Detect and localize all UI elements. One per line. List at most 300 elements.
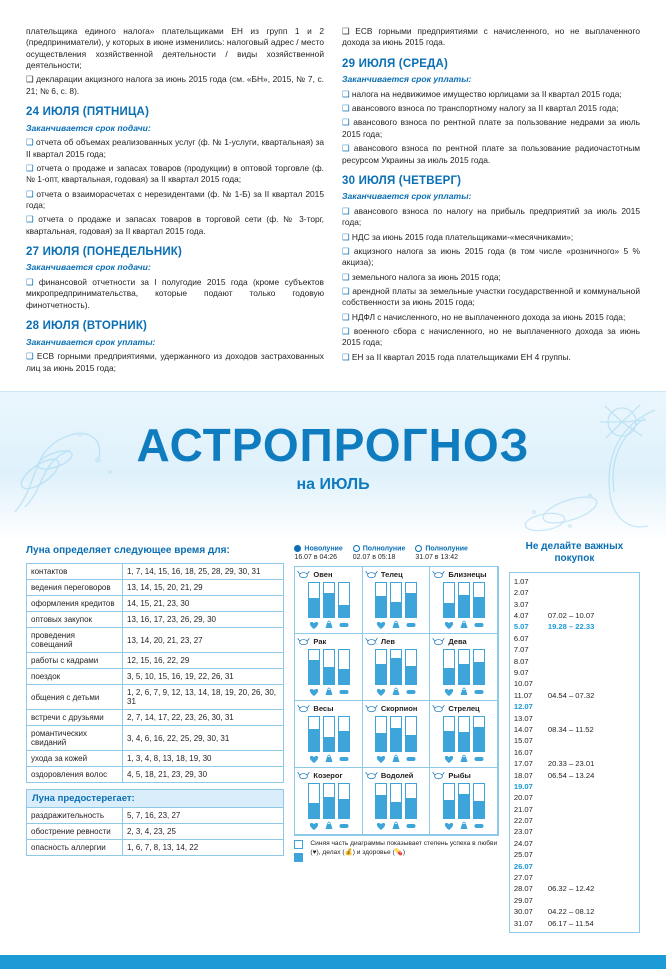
money-bag-icon [458, 754, 470, 764]
zodiac-bars [432, 649, 494, 685]
money-bag-icon [390, 620, 402, 630]
moon-phase-icon [415, 545, 422, 552]
zodiac-cell [294, 633, 362, 701]
zodiac-bar [458, 582, 470, 618]
moon-phases [294, 545, 498, 562]
purchase-range: 07.02 – 10.07 [547, 611, 595, 621]
zodiac-bar [375, 649, 387, 685]
list-item [514, 667, 635, 678]
zodiac-name-row [365, 569, 427, 580]
pill-icon [473, 754, 485, 764]
zodiac-name: Дева [448, 636, 467, 646]
zodiac-category-icons [365, 620, 427, 630]
row-days: 13, 14, 20, 21, 23, 27 [123, 628, 284, 653]
purchases-list [509, 572, 640, 933]
zodiac-cell [362, 633, 430, 701]
moon-warn-header: Луна предостерегает: [26, 789, 284, 807]
zodiac-grid [294, 566, 498, 836]
zodiac-bar [405, 649, 417, 685]
calendar-list-item: ❑ авансового взноса по транспортному налогу за II квартал 2015 года; [342, 103, 619, 114]
calendar-list-item: ❑ военного сбора с начисленного, но не выплаченного дохода за июнь 2015 года; [342, 326, 640, 348]
zodiac-cell [429, 633, 497, 701]
calendar-list-item: ❑ налога на недвижимое имущество юрлицами за II квартал 2015 года; [342, 88, 622, 99]
table-row [27, 669, 284, 685]
purchase-day: 23.07 [513, 827, 533, 837]
row-days: 12, 15, 16, 22, 29 [123, 653, 284, 669]
zodiac-name-row [432, 569, 494, 580]
heart-icon [308, 821, 320, 831]
heart-icon [375, 821, 387, 831]
purchase-range: 06.54 – 13.24 [547, 770, 595, 780]
purchase-day: 20.07 [513, 793, 533, 803]
zodiac-name: Стрелец [448, 703, 480, 713]
row-label: раздражительность [27, 808, 123, 824]
libra-icon [297, 703, 310, 714]
calendar-date-heading: 24 ИЮЛЯ (ПЯТНИЦА) [26, 106, 150, 119]
zodiac-bar [323, 649, 335, 685]
list-item [514, 644, 635, 655]
purchase-day: 5.07 [513, 622, 529, 632]
zodiac-bar [443, 582, 455, 618]
list-item [514, 781, 635, 792]
table-row [27, 628, 284, 653]
purchase-day: 13.07 [513, 713, 533, 723]
list-item [514, 804, 635, 815]
row-label: романтических свиданий [27, 726, 123, 751]
moon-lead: Луна определяет следующее время для: [26, 544, 230, 556]
zodiac-cell [362, 700, 430, 768]
purchase-day: 3.07 [513, 599, 529, 609]
legend-filled-swatch [294, 853, 303, 862]
zodiac-name: Рак [313, 636, 327, 646]
list-item [514, 826, 635, 837]
list-item [514, 621, 635, 632]
list-item [514, 747, 635, 758]
table-row [27, 685, 284, 710]
row-days: 4, 5, 18, 21, 23, 29, 30 [123, 767, 284, 783]
purchase-day: 21.07 [513, 804, 533, 814]
calendar-section [0, 0, 666, 385]
zodiac-name: Овен [313, 569, 333, 579]
zodiac-category-icons [297, 821, 359, 831]
purchase-range: 20.33 – 23.01 [547, 759, 595, 769]
zodiac-bar [338, 716, 350, 752]
money-bag-icon [323, 821, 335, 831]
zodiac-bars [365, 716, 427, 752]
zodiac-bar [458, 716, 470, 752]
row-days: 5, 7, 16, 23, 27 [123, 808, 284, 824]
purchase-day: 17.07 [513, 759, 533, 769]
leo-icon [365, 636, 378, 647]
heart-icon [443, 687, 455, 697]
zodiac-name-row [432, 703, 494, 714]
list-item [514, 872, 635, 883]
zodiac-bar [405, 716, 417, 752]
row-days: 1, 7, 14, 15, 16, 18, 25, 28, 29, 30, 31 [123, 564, 284, 580]
zodiac-bar [473, 783, 485, 819]
row-label: работы с кадрами [27, 653, 123, 669]
table-row [27, 751, 284, 767]
list-item [514, 815, 635, 826]
calendar-subheading: Заканчивается срок уплаты: [342, 191, 472, 202]
zodiac-name-row [365, 770, 427, 781]
pill-icon [405, 687, 417, 697]
virgo-icon [432, 636, 445, 647]
calendar-date-heading: 28 ИЮЛЯ (ВТОРНИК) [26, 320, 148, 333]
page-title: АСТРОПРОГНОЗ [136, 418, 530, 471]
zodiac-bar [323, 582, 335, 618]
calendar-list-item: ❑ земельного налога за июнь 2015 года; [342, 271, 501, 282]
table-row [27, 564, 284, 580]
calendar-list-item: ❑ арендной платы за земельные участки государственной и коммунальной собственности за июнь 2015 года; [342, 286, 640, 308]
purchase-range: 04.54 – 07.32 [547, 690, 595, 700]
moon-good-days-table [26, 563, 284, 783]
zodiac-cell [294, 767, 362, 835]
sagittarius-icon [432, 703, 445, 714]
calendar-subheading: Заканчивается срок подачи: [26, 262, 151, 273]
row-days: 1, 3, 4, 8, 13, 18, 19, 30 [123, 751, 284, 767]
zodiac-cell [429, 700, 497, 768]
list-item [514, 735, 635, 746]
row-label: поездок [27, 669, 123, 685]
purchase-day: 18.07 [513, 770, 533, 780]
purchase-day: 28.07 [513, 884, 533, 894]
heart-icon [443, 620, 455, 630]
zodiac-bar [473, 716, 485, 752]
zodiac-category-icons [432, 620, 494, 630]
table-row [27, 710, 284, 726]
money-bag-icon [390, 754, 402, 764]
row-label: контактов [27, 564, 123, 580]
calendar-paragraph: ❑ декларации акцизного налога за июнь 2015 года (см. «БН», 2015, № 7, с. 21; № 6, с. 8). [26, 74, 324, 96]
heart-icon [375, 620, 387, 630]
zodiac-bar [390, 649, 402, 685]
purchase-day: 30.07 [513, 907, 533, 917]
calendar-list-item: ❑ акцизного налога за июнь 2015 года (в том числе «розничного» 5 % акциза); [342, 246, 640, 268]
heart-icon [443, 754, 455, 764]
zodiac-category-icons [365, 754, 427, 764]
table-row [27, 767, 284, 783]
zodiac-cell [429, 566, 497, 634]
zodiac-bar [308, 582, 320, 618]
calendar-list-item: ❑ НДФЛ с начисленного, но не выплаченного дохода за июнь 2015 года; [342, 311, 626, 322]
taurus-icon [365, 569, 378, 580]
list-item [514, 656, 635, 667]
list-item [514, 895, 635, 906]
table-row [27, 612, 284, 628]
pill-icon [405, 821, 417, 831]
row-label: ведения переговоров [27, 580, 123, 596]
list-item [514, 610, 635, 621]
pisces-icon [432, 770, 445, 781]
purchase-day: 11.07 [513, 690, 533, 700]
zodiac-bar [458, 783, 470, 819]
moon-phase-time: 16.07 в 04:26 [294, 553, 338, 561]
calendar-list-item: ❑ отчета об объемах реализованных услуг (ф. № 1-услуги, квартальная) за II квартал 2015 года; [26, 137, 324, 159]
row-label: оптовых закупок [27, 612, 123, 628]
purchase-day: 8.07 [513, 656, 529, 666]
calendar-paragraph: ❑ ЕСВ горными предприятиями с начисленного, но не выплаченного дохода за июнь 2015 года. [342, 26, 640, 48]
purchase-day: 10.07 [513, 679, 533, 689]
moon-phase: Полнолуние 31.07 в 13:42 [415, 545, 468, 561]
calendar-column-left [26, 26, 324, 377]
zodiac-bar [443, 783, 455, 819]
calendar-list-item: ❑ финансовой отчетности за I полугодие 2015 года (кроме субъектов микропредпринимательства, которые подают только годовую финотчетность). [26, 277, 325, 310]
zodiac-bar [390, 582, 402, 618]
zodiac-category-icons [297, 754, 359, 764]
purchase-day: 15.07 [513, 736, 533, 746]
purchase-day: 26.07 [513, 861, 533, 871]
zodiac-bar [308, 716, 320, 752]
calendar-list-item: ❑ ЕН за II квартал 2015 года плательщиками ЕН 4 группы. [342, 351, 571, 362]
cancer-icon [297, 636, 310, 647]
money-bag-icon [323, 687, 335, 697]
calendar-date-heading: 29 ИЮЛЯ (СРЕДА) [342, 57, 449, 70]
heart-icon [375, 754, 387, 764]
money-bag-icon [458, 821, 470, 831]
pill-icon [405, 620, 417, 630]
zodiac-bars [432, 783, 494, 819]
purchase-range: 19.28 – 22.33 [547, 622, 595, 632]
moon-phase-time: 02.07 в 05:18 [352, 553, 396, 561]
zodiac-name-row [297, 569, 359, 580]
calendar-subheading: Заканчивается срок подачи: [26, 122, 151, 133]
calendar-date-heading: 27 ИЮЛЯ (ПОНЕДЕЛЬНИК) [26, 245, 183, 258]
zodiac-bar [458, 649, 470, 685]
astro-banner [0, 391, 666, 541]
row-days: 1, 6, 7, 8, 13, 14, 22 [123, 840, 284, 856]
purchase-day: 2.07 [513, 588, 529, 598]
purchase-day: 24.07 [513, 838, 533, 848]
pill-icon [473, 821, 485, 831]
zodiac-category-icons [432, 754, 494, 764]
table-row [27, 653, 284, 669]
list-item [514, 633, 635, 644]
scorpio-icon [365, 703, 378, 714]
zodiac-bars [432, 582, 494, 618]
calendar-list-item: ❑ отчета о взаиморасчетах с нерезидентами (ф. № 1-Б) за II квартал 2015 года; [26, 188, 324, 210]
calendar-list-item: ❑ отчета о продаже и запасах товаров в торговой сети (ф. № 3-торг, квартальная, годовая) за II квартал 2015 года. [26, 214, 325, 236]
calendar-list-item: ❑ авансового взноса по рентной плате за пользование недрами за июль 2015 года; [342, 117, 640, 139]
zodiac-bars [432, 716, 494, 752]
purchase-range: 06.32 – 12.42 [547, 884, 595, 894]
zodiac-name-row [365, 636, 427, 647]
astro-section [0, 541, 666, 933]
money-bag-icon [390, 821, 402, 831]
zodiac-section [294, 541, 498, 933]
zodiac-name-row [365, 703, 427, 714]
row-days: 13, 16, 17, 23, 26, 29, 30 [123, 612, 284, 628]
calendar-list-item: ❑ отчета о продаже и запасах товаров (продукции) в оптовой торговле (ф. № 1-опт, квартальная, годовая) за II квартал 2015 года; [26, 162, 324, 185]
purchase-day: 9.07 [513, 667, 529, 677]
list-item [514, 906, 635, 917]
purchase-day: 31.07 [513, 918, 533, 928]
list-item [514, 770, 635, 781]
table-row [27, 808, 284, 824]
list-item [514, 838, 635, 849]
calendar-column-right [342, 26, 640, 377]
zodiac-name: Скорпион [380, 703, 418, 713]
zodiac-name-row [432, 636, 494, 647]
calendar-date-heading: 30 ИЮЛЯ (ЧЕТВЕРГ) [342, 174, 462, 187]
zodiac-bar [338, 783, 350, 819]
list-item [514, 861, 635, 872]
row-days: 3, 5, 10, 15, 16, 19, 22, 26, 31 [123, 669, 284, 685]
list-item [514, 576, 635, 587]
aquarius-icon [365, 770, 378, 781]
money-bag-icon [458, 687, 470, 697]
zodiac-category-icons [297, 620, 359, 630]
row-days: 3, 4, 6, 16, 22, 25, 29, 30, 31 [123, 726, 284, 751]
zodiac-bar [308, 649, 320, 685]
zodiac-bar [405, 582, 417, 618]
calendar-list-item: ❑ ЕСВ горными предприятиями, удержанного из доходов застрахованных лиц за июнь 2015 года; [26, 351, 324, 373]
purchase-day: 14.07 [513, 724, 533, 734]
row-days: 1, 2, 6, 7, 9, 12, 13, 14, 18, 19, 20, 26, 30, 31 [123, 685, 284, 710]
list-item [514, 713, 635, 724]
money-bag-icon [323, 754, 335, 764]
purchase-day: 27.07 [513, 873, 533, 883]
table-row [27, 840, 284, 856]
zodiac-legend [294, 840, 498, 866]
pill-icon [473, 620, 485, 630]
legend-text: Синяя часть диаграммы показывает степень успеха в любви (♥), делах (💰) и здоровье (💊) [310, 839, 498, 856]
page-subtitle: на ИЮЛЬ [296, 475, 370, 493]
zodiac-bar [390, 783, 402, 819]
zodiac-name-row [297, 770, 359, 781]
moon-warning-table [26, 807, 284, 856]
row-label: оздоровления волос [27, 767, 123, 783]
pill-icon [338, 620, 350, 630]
zodiac-category-icons [432, 687, 494, 697]
row-days: 13, 14, 15, 20, 21, 29 [123, 580, 284, 596]
list-item [514, 883, 635, 894]
table-row [27, 580, 284, 596]
calendar-subheading: Заканчивается срок уплаты: [26, 336, 156, 347]
list-item [514, 724, 635, 735]
calendar-list-item: ❑ НДС за июнь 2015 года плательщиками-«месячниками»; [342, 231, 574, 242]
list-item [514, 678, 635, 689]
moon-phase-icon [294, 545, 301, 552]
list-item [514, 690, 635, 701]
purchase-range: 04.22 – 08.12 [547, 907, 595, 917]
moon-phase: Новолуние 16.07 в 04:26 [294, 545, 343, 561]
zodiac-bars [297, 582, 359, 618]
zodiac-name-row [297, 636, 359, 647]
zodiac-bar [443, 716, 455, 752]
list-item [514, 758, 635, 769]
purchase-day: 6.07 [513, 633, 529, 643]
table-row [27, 726, 284, 751]
row-days: 2, 7, 14, 17, 22, 23, 26, 30, 31 [123, 710, 284, 726]
list-item [514, 918, 635, 929]
zodiac-name-row [297, 703, 359, 714]
calendar-subheading: Заканчивается срок уплаты: [342, 74, 472, 85]
zodiac-bar [405, 783, 417, 819]
row-label: общения с детьми [27, 685, 123, 710]
zodiac-bars [365, 582, 427, 618]
zodiac-bar [338, 649, 350, 685]
row-days: 2, 3, 4, 23, 25 [123, 824, 284, 840]
zodiac-bar [323, 716, 335, 752]
zodiac-name: Весы [313, 703, 334, 713]
zodiac-bar [308, 783, 320, 819]
aries-icon [297, 569, 310, 580]
pill-icon [338, 754, 350, 764]
zodiac-bars [297, 649, 359, 685]
money-bag-icon [390, 687, 402, 697]
heart-icon [308, 620, 320, 630]
zodiac-bars [365, 783, 427, 819]
legend-swatches [294, 840, 306, 866]
zodiac-cell [362, 566, 430, 634]
zodiac-bar [375, 783, 387, 819]
list-item [514, 792, 635, 803]
row-label: обострение ревности [27, 824, 123, 840]
footer-bar [0, 955, 666, 969]
zodiac-name: Рыбы [448, 770, 471, 780]
purchase-day: 29.07 [513, 895, 533, 905]
purchase-day: 25.07 [513, 850, 533, 860]
list-item [514, 599, 635, 610]
row-label: проведения совещаний [27, 628, 123, 653]
zodiac-name: Козерог [313, 770, 343, 780]
gemini-icon [432, 569, 445, 580]
zodiac-cell [429, 767, 497, 835]
pill-icon [338, 687, 350, 697]
pill-icon [338, 821, 350, 831]
zodiac-bars [297, 783, 359, 819]
purchase-range: 08.34 – 11.52 [547, 724, 594, 734]
zodiac-category-icons [365, 687, 427, 697]
calendar-list-item: ❑ авансового взноса по рентной плате за пользование радиочастотным ресурсом Украины за июль 2015 года. [342, 143, 641, 165]
zodiac-bars [365, 649, 427, 685]
row-label: ухода за кожей [27, 751, 123, 767]
zodiac-cell [294, 566, 362, 634]
zodiac-cell [294, 700, 362, 768]
calendar-paragraph: плательщика единого налога» плательщиками ЕН из групп 1 и 2 (предприниматели), у которых в июне изменились: налоговый адрес / место осуществления хозяйственной деятельности / виды хозяйственной деятельности; [26, 26, 324, 71]
heart-icon [375, 687, 387, 697]
moon-phase-time: 31.07 в 13:42 [415, 553, 458, 561]
purchase-day: 1.07 [513, 576, 529, 586]
purchases-header: Не делайте важных покупок [525, 540, 624, 565]
row-label: оформления кредитов [27, 596, 123, 612]
calendar-list-item: ❑ авансового взноса по налогу на прибыль предприятий за июль 2015 года; [342, 205, 640, 228]
purchases-section [509, 541, 640, 933]
zodiac-name: Водолей [380, 770, 414, 780]
list-item [514, 701, 635, 712]
zodiac-bars [297, 716, 359, 752]
zodiac-bar [473, 649, 485, 685]
capricorn-icon [297, 770, 310, 781]
legend-empty-swatch [294, 840, 303, 849]
row-label: опасность аллергии [27, 840, 123, 856]
zodiac-bar [375, 716, 387, 752]
zodiac-cell [362, 767, 430, 835]
zodiac-category-icons [297, 687, 359, 697]
moon-phase-icon [353, 545, 360, 552]
heart-icon [308, 687, 320, 697]
purchase-day: 22.07 [513, 816, 533, 826]
purchase-range: 06.17 – 11.54 [547, 918, 594, 928]
row-days: 14, 15, 21, 23, 30 [123, 596, 284, 612]
purchase-day: 16.07 [513, 747, 533, 757]
moon-tables [26, 541, 284, 933]
moon-phase: Полнолуние 02.07 в 05:18 [352, 545, 406, 561]
table-row [27, 824, 284, 840]
zodiac-category-icons [365, 821, 427, 831]
zodiac-category-icons [432, 821, 494, 831]
